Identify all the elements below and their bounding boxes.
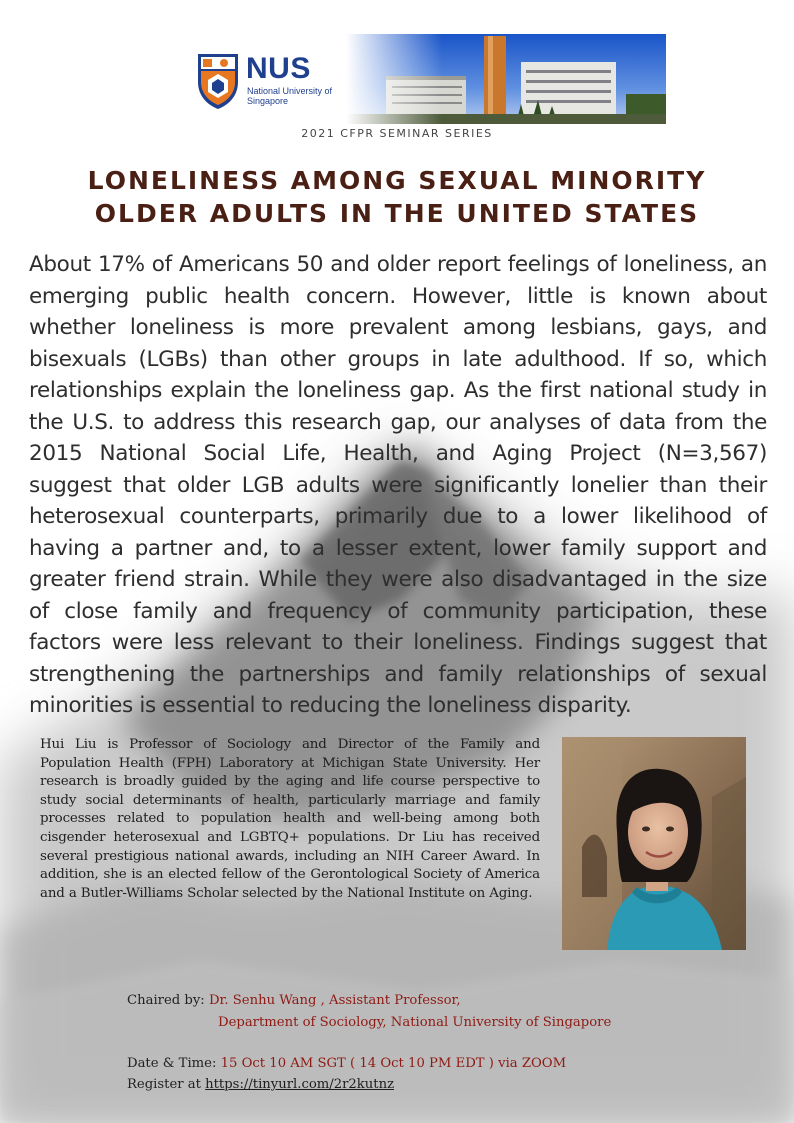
page-title (0, 164, 794, 230)
speaker-bio: Hui Liu is Professor of Sociology and Director of the Family and Population Health (FPH) Laboratory at Michigan State University. Her research is broadly guided by the aging and life course perspective to study social determinants of health, particularly marriage and family processes related to population health and well-being among both cisgender heterosexual and LGBTQ+ populations. Dr Liu has received several prestigious national awards, including an NIH Career Award. In addition, she is an elected fellow of the Gerontological Society of America and a Butler-Williams Scholar selected by the National Institute on Aging. (40, 737, 540, 901)
title-line-1: LONELINESS AMONG SEXUAL MINORITY (87, 166, 707, 195)
speaker-portrait (562, 737, 746, 950)
header (196, 34, 666, 124)
chair-affiliation: Department of Sociology, National University of Singapore (218, 1015, 612, 1030)
chair-label: Chaired by: (127, 993, 205, 1008)
abstract-paragraph: About 17% of Americans 50 and older report feelings of loneliness, an emerging public health concern. However, little is known about whether loneliness is more prevalent among lesbians, gays, and bisexuals (LGBs) than other groups in late adulthood. If so, which relationships explain the loneliness gap. As the first national study in the U.S. to address this research gap, our analyses of data from the 2015 National Social Life, Health, and Aging Project (N=3,567) suggest that older LGB adults were significantly lonelier than their heterosexual counterparts, primarily due to a lower likelihood of having a partner and, to a lesser extent, lower family support and greater friend strain. While they were also disadvantaged in the size of close family and frequency of community participation, these factors were less relevant to their loneliness. Findings suggest that strengthening the partnerships and family relationships of sexual minorities is essential to reducing the loneliness disparity. (29, 252, 767, 718)
nus-subtitle: National University of Singapore (247, 86, 333, 106)
register-link[interactable]: https://tinyurl.com/2r2kutnz (205, 1077, 395, 1092)
seminar-series-label: 2021 CFPR SEMINAR SERIES (301, 127, 493, 140)
nus-logo (196, 52, 333, 110)
register-label: Register at (127, 1077, 201, 1092)
nus-crest-icon (196, 52, 240, 110)
register-row (127, 1077, 394, 1092)
datetime-value: 15 Oct 10 AM SGT ( 14 Oct 10 PM EDT ) via ZOOM (220, 1056, 567, 1071)
title-line-2: OLDER ADULTS IN THE UNITED STATES (94, 199, 700, 228)
nus-wordmark: NUS (246, 52, 311, 85)
chair-name: Dr. Senhu Wang , Assistant Professor, (208, 993, 461, 1008)
datetime-label: Date & Time: (127, 1056, 217, 1071)
datetime-row (127, 1056, 566, 1071)
campus-photo (346, 34, 666, 124)
chair-line-1 (127, 993, 461, 1008)
